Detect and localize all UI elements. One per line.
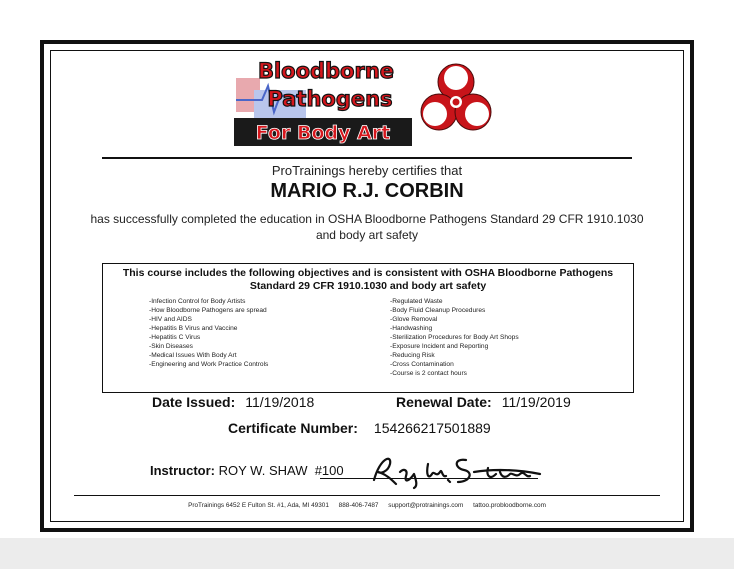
objective-item: -Glove Removal — [390, 316, 438, 323]
objective-item: -Regulated Waste — [390, 298, 443, 305]
footer-email[interactable]: support@protrainings.com — [388, 502, 464, 509]
biohazard-icon — [421, 64, 491, 130]
renewal-date — [396, 394, 571, 410]
objectives-list-right — [390, 297, 519, 378]
date-issued-label: Date Issued: — [152, 394, 236, 410]
certificate — [52, 52, 682, 520]
objective-item: -Skin Diseases — [149, 343, 193, 350]
objective-item: -Hepatitis C Virus — [149, 334, 201, 341]
objectives-list-left — [149, 297, 268, 369]
objective-item: -How Bloodborne Pathogens are spread — [149, 307, 267, 314]
recipient-name: MARIO R.J. CORBIN — [270, 180, 464, 202]
instructor-label: Instructor: — [150, 463, 215, 478]
bottom-divider — [74, 495, 660, 496]
objective-item: -Body Fluid Cleanup Procedures — [390, 307, 486, 314]
footer-website[interactable]: tattoo.probloodborne.com — [473, 502, 546, 509]
objective-item: -Infection Control for Body Artists — [149, 298, 246, 305]
instructor-value: ROY W. SHAW #100 — [218, 463, 344, 478]
completion-statement: has successfully completed the education in OSHA Bloodborne Pathogens Standard 29 CFR 1910.1030 and body art safety — [90, 212, 644, 242]
objective-item: -Engineering and Work Practice Controls — [149, 361, 269, 368]
certificate-number-label: Certificate Number: — [228, 420, 358, 436]
objectives-title: This course includes the following objectives and is consistent with OSHA Bloodborne Pathogens Standard 29 CFR 1910.1030 and body art safety — [122, 267, 614, 292]
objective-item: -Cross Contamination — [390, 361, 454, 368]
window-bottom-bar — [0, 538, 734, 569]
top-divider — [102, 157, 632, 159]
certificate-number-value: 154266217501889 — [373, 420, 491, 436]
logo-text-line1: Bloodborne — [257, 59, 395, 83]
logo-text-line3: For Body Art — [255, 122, 391, 144]
instructor-signature — [370, 450, 550, 490]
objectives-box — [102, 263, 634, 393]
objective-item: -Handwashing — [390, 325, 433, 332]
date-issued-value: 11/19/2018 — [245, 394, 315, 410]
objective-item: -Reducing Risk — [390, 352, 435, 359]
logo-text-line2: Pathogens — [267, 87, 393, 111]
objective-item: -Sterilization Procedures for Body Art Shops — [390, 334, 519, 341]
bloodborne-pathogens-logo — [234, 56, 500, 148]
objective-item: -Hepatitis B Virus and Vaccine — [149, 325, 238, 332]
footer-address: ProTrainings 6452 E Fulton St. #1, Ada, MI 49301 — [188, 502, 329, 509]
renewal-date-label: Renewal Date: — [396, 394, 492, 410]
certifies-text: ProTrainings hereby certifies that — [271, 163, 463, 178]
footer-phone: 888-406-7487 — [338, 502, 379, 509]
objective-item: -Medical Issues With Body Art — [149, 352, 237, 359]
objective-item: -Exposure Incident and Reporting — [390, 343, 489, 350]
objective-item: -Course is 2 contact hours — [390, 370, 467, 377]
objective-item: -HIV and AIDS — [149, 316, 192, 323]
renewal-date-value: 11/19/2019 — [501, 394, 571, 410]
date-issued — [152, 394, 314, 410]
instructor — [150, 463, 344, 478]
footer — [52, 502, 682, 509]
certificate-number — [228, 420, 491, 436]
